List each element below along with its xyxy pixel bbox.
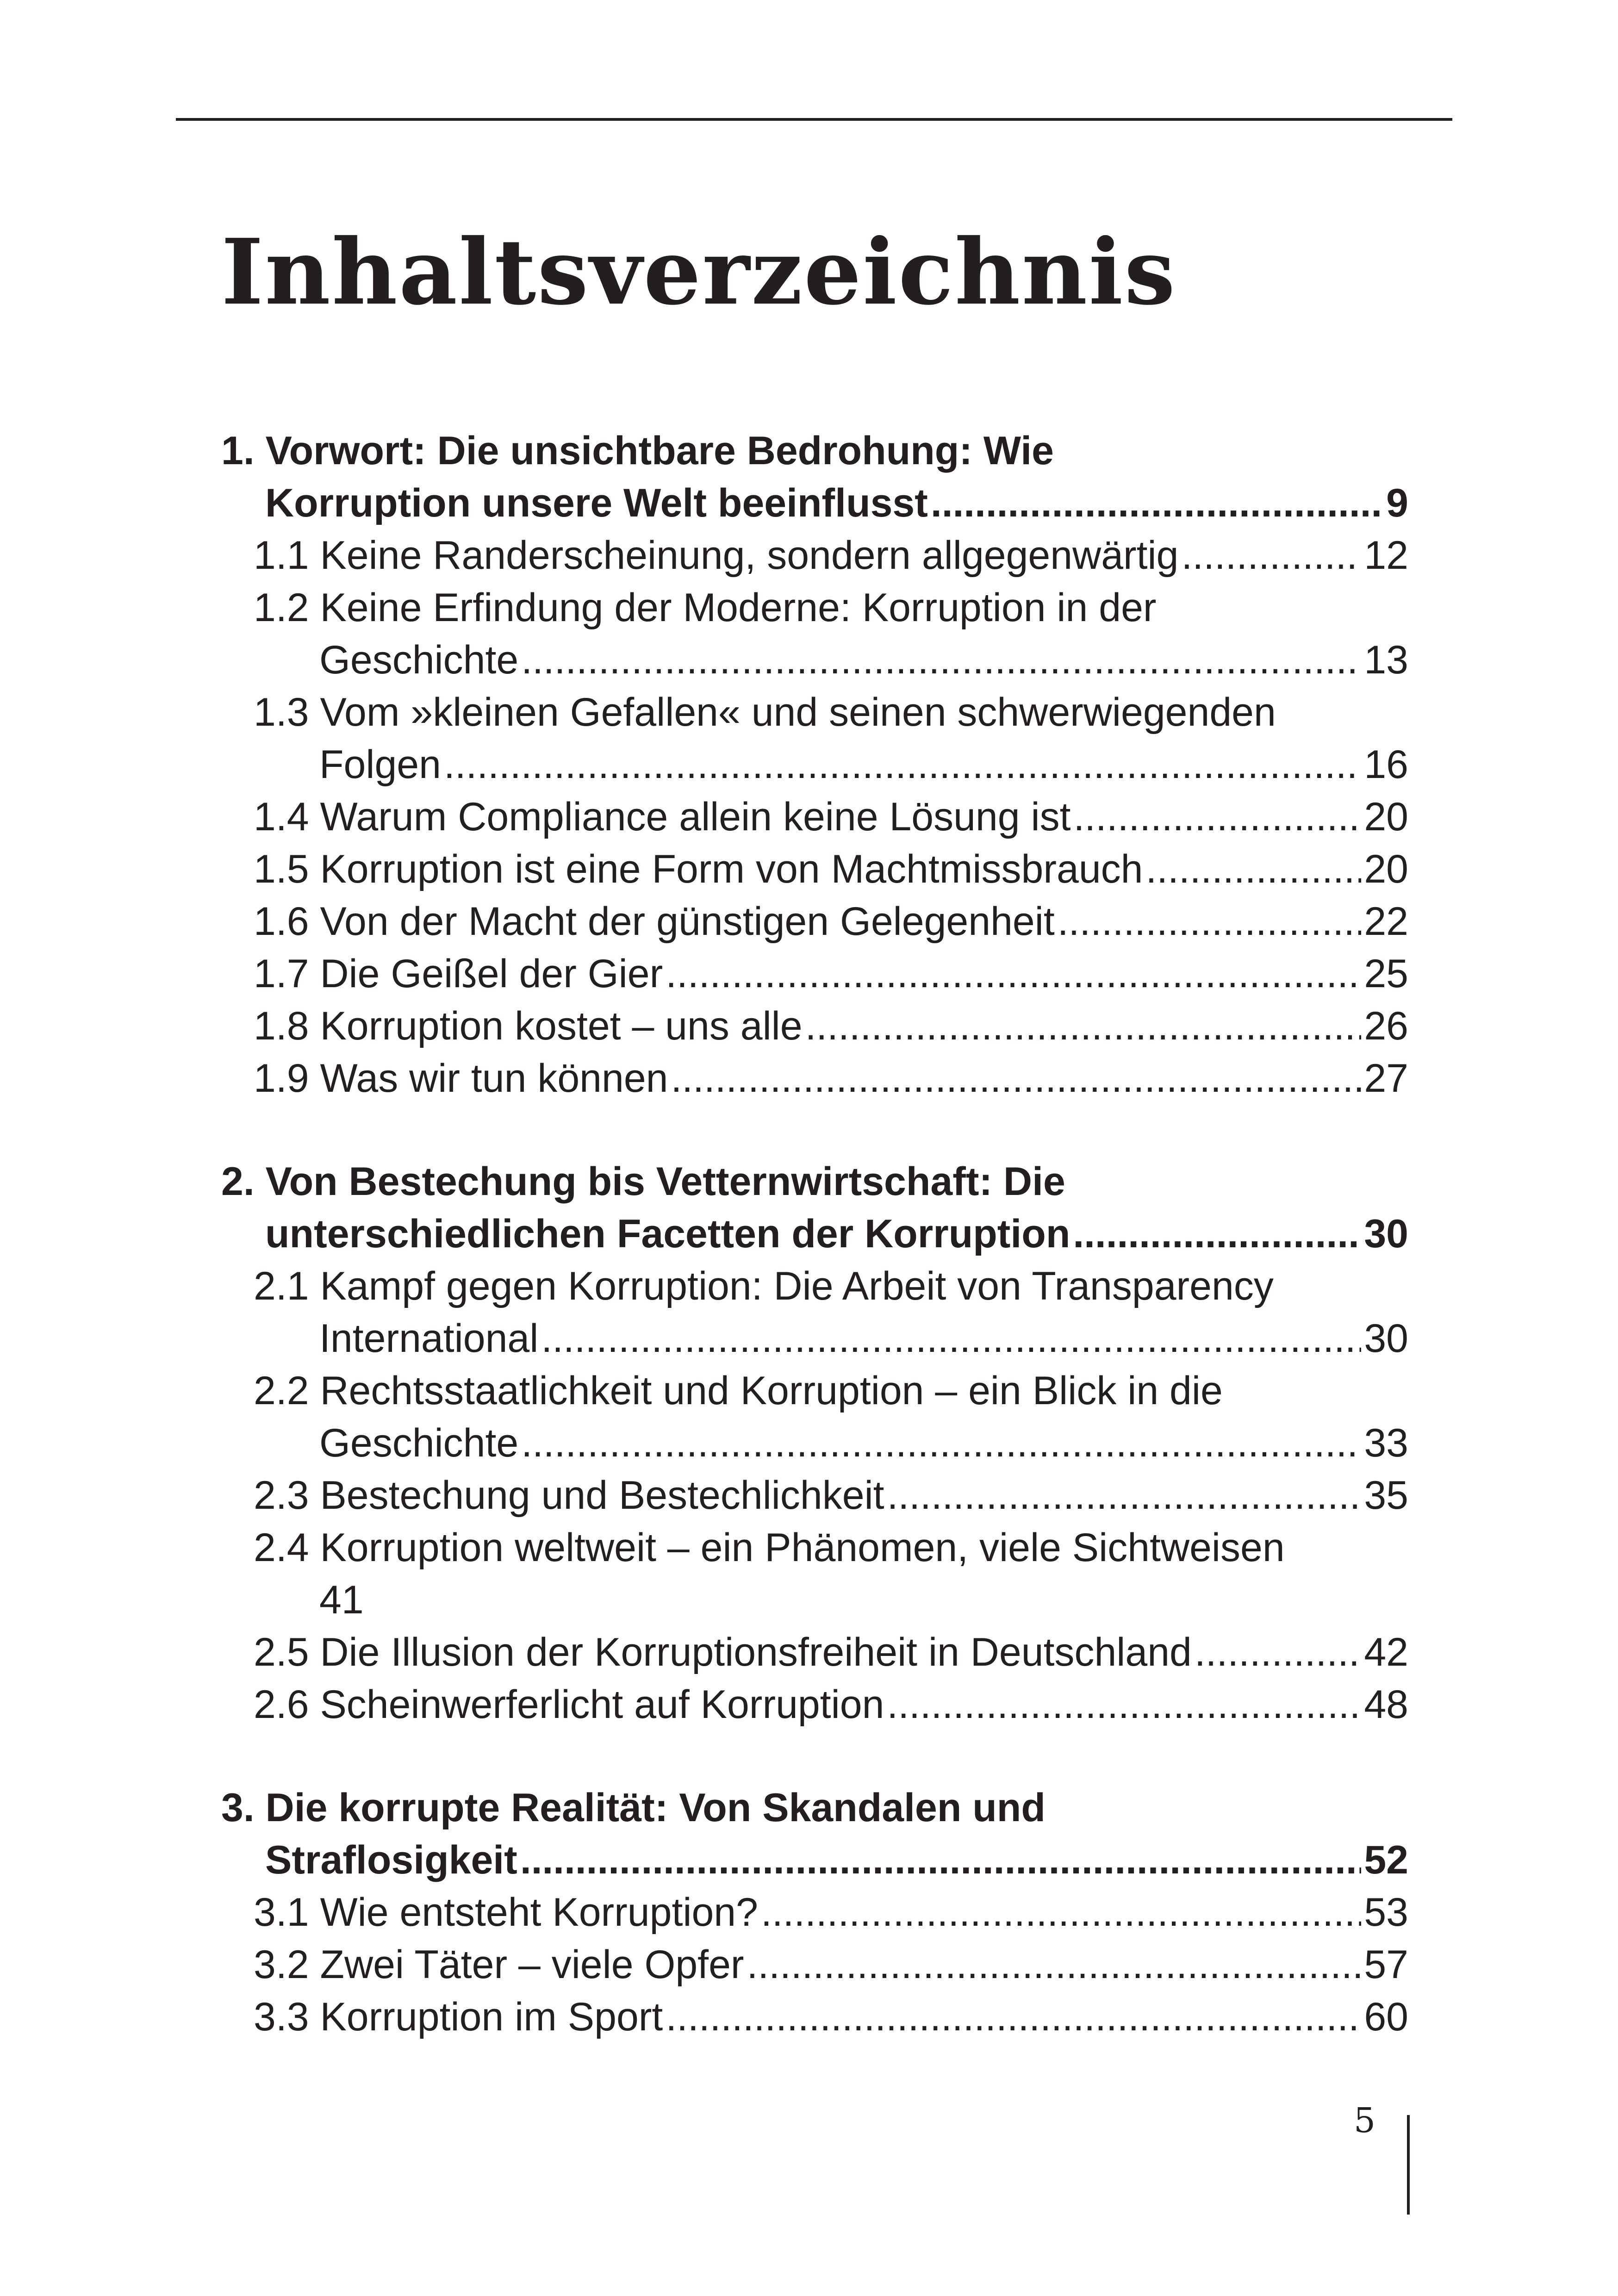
page-ref: 13 [1364,638,1408,682]
chapter-heading [221,1156,1408,1208]
section-title-continued: International [319,1316,539,1361]
chapter-heading [221,425,1408,477]
toc-entry-link[interactable] [221,896,1408,948]
toc-entry-link[interactable] [221,1000,1408,1052]
dot-leader [761,1886,1361,1939]
page-ref: 41 [319,1578,364,1622]
toc-entry-link[interactable] [221,739,1408,791]
page-ref: 12 [1364,533,1408,578]
section-title: 2.4 Korruption weltweit – ein Phänomen, viele Sichtweisen [254,1525,1285,1570]
page-ref: 35 [1364,1473,1408,1518]
section-title: 2.3 Bestechung und Bestechlichkeit [254,1473,884,1518]
toc-entry-link[interactable] [221,1417,1408,1469]
page-ref: 20 [1364,847,1408,891]
page-ref: 57 [1364,1942,1408,1987]
dot-leader [887,1469,1362,1522]
toc-entry-link[interactable] [221,791,1408,843]
page-ref: 42 [1364,1630,1408,1674]
page-ref: 52 [1364,1838,1408,1882]
dot-leader [444,739,1361,791]
chapter-title-continued: Straflosigkeit [265,1838,517,1882]
dot-leader [1195,1626,1361,1679]
page-ref: 30 [1364,1316,1408,1361]
toc-entry-link[interactable] [221,634,1408,686]
chapter-title: 2. Von Bestechung bis Vetternwirtschaft: Die [221,1159,1065,1204]
chapter-title-continued: Korruption unsere Welt beeinflusst [265,481,928,525]
toc-entry-link[interactable] [221,529,1408,582]
page-ref: 60 [1364,1995,1408,2039]
toc-entry-link[interactable] [221,1574,1408,1626]
section-title: 2.5 Die Illusion der Korruptionsfreiheit in Deutschland [254,1630,1192,1674]
toc-entry-link[interactable] [221,1939,1408,1991]
dot-leader [521,1417,1361,1469]
page-title: Inhaltsverzeichnis [221,219,1177,325]
toc-chapter-3 [221,1782,1408,2043]
toc-entry-link[interactable] [221,1313,1408,1365]
section-title-continued: Geschichte [319,638,519,682]
section-title: 2.6 Scheinwerferlicht auf Korruption [254,1682,884,1727]
header-rule [176,118,1452,121]
toc-entry-link[interactable] [221,1834,1408,1886]
page-ref: 27 [1364,1056,1408,1101]
section-title: 1.7 Die Geißel der Gier [254,952,663,996]
toc-entry-link[interactable] [221,1679,1408,1731]
dot-leader [931,477,1383,529]
chapter-title: 1. Vorwort: Die unsichtbare Bedrohung: Wie [221,429,1054,473]
page-ref: 9 [1386,481,1408,525]
chapter-heading [221,1782,1408,1834]
toc-entry-link[interactable] [221,1208,1408,1260]
section-title: 2.1 Kampf gegen Korruption: Die Arbeit von Transparency [254,1264,1274,1308]
toc-entry-link[interactable] [221,582,1408,634]
section-title: 1.1 Keine Randerscheinung, sondern allgegenwärtig [254,533,1179,578]
section-title: 1.8 Korruption kostet – uns alle [254,1004,803,1048]
section-title-continued: Folgen [319,742,441,787]
toc-entry-link[interactable] [221,948,1408,1000]
dot-leader [1182,529,1362,582]
section-title: 1.5 Korruption ist eine Form von Machtmissbrauch [254,847,1143,891]
dot-leader [1073,791,1361,843]
toc-chapter-2 [221,1156,1408,1731]
toc-chapter-1 [221,425,1408,1105]
toc-entry-link[interactable] [221,1260,1408,1313]
section-title: 1.3 Vom »kleinen Gefallen« und seinen schwerwiegenden [254,690,1276,734]
toc-entry-link[interactable] [221,1469,1408,1522]
dot-leader [520,1834,1362,1886]
dot-leader [805,1000,1362,1052]
section-title: 1.4 Warum Compliance allein keine Lösung ist [254,795,1071,839]
toc-entry-link[interactable] [221,1991,1408,2043]
page-ref: 16 [1364,742,1408,787]
page-ref: 48 [1364,1682,1408,1727]
dot-leader [541,1313,1361,1365]
page-ref: 53 [1364,1890,1408,1935]
page-ref: 33 [1364,1421,1408,1465]
toc-entry-link[interactable] [221,477,1408,529]
dot-leader [666,1991,1361,2043]
toc-entry-link[interactable] [221,1522,1408,1574]
section-title: 1.9 Was wir tun können [254,1056,668,1101]
toc-entry-link[interactable] [221,1052,1408,1105]
dot-leader [521,634,1361,686]
section-title: 3.1 Wie entsteht Korruption? [254,1890,758,1935]
page-ref: 25 [1364,952,1408,996]
table-of-contents [221,425,1408,2043]
toc-entry-link[interactable] [221,843,1408,896]
dot-leader [887,1679,1361,1731]
footer-rule [1407,2115,1410,2215]
section-title: 3.2 Zwei Täter – viele Opfer [254,1942,744,1987]
dot-leader [747,1939,1362,1991]
page-ref: 22 [1364,899,1408,944]
toc-entry-link[interactable] [221,1886,1408,1939]
section-title-continued: Geschichte [319,1421,519,1465]
dot-leader [666,948,1361,1000]
section-title: 2.2 Rechtsstaatlichkeit und Korruption – ein Blick in die [254,1369,1223,1413]
chapter-title: 3. Die korrupte Realität: Von Skandalen und [221,1786,1045,1830]
dot-leader [671,1052,1361,1105]
page-ref: 20 [1364,795,1408,839]
page-ref: 30 [1364,1212,1408,1256]
section-title: 3.3 Korruption im Sport [254,1995,663,2039]
section-title: 1.2 Keine Erfindung der Moderne: Korruption in der [254,585,1157,630]
toc-entry-link[interactable] [221,686,1408,739]
section-title: 1.6 Von der Macht der günstigen Gelegenheit [254,899,1055,944]
chapter-title-continued: unterschiedlichen Facetten der Korruption [265,1212,1070,1256]
toc-entry-link[interactable] [221,1626,1408,1679]
dot-leader [1058,896,1362,948]
dot-leader [1073,1208,1361,1260]
toc-entry-link[interactable] [221,1365,1408,1417]
dot-leader [1145,843,1361,896]
page-ref: 26 [1364,1004,1408,1048]
page-number: 5 [1354,2101,1376,2140]
